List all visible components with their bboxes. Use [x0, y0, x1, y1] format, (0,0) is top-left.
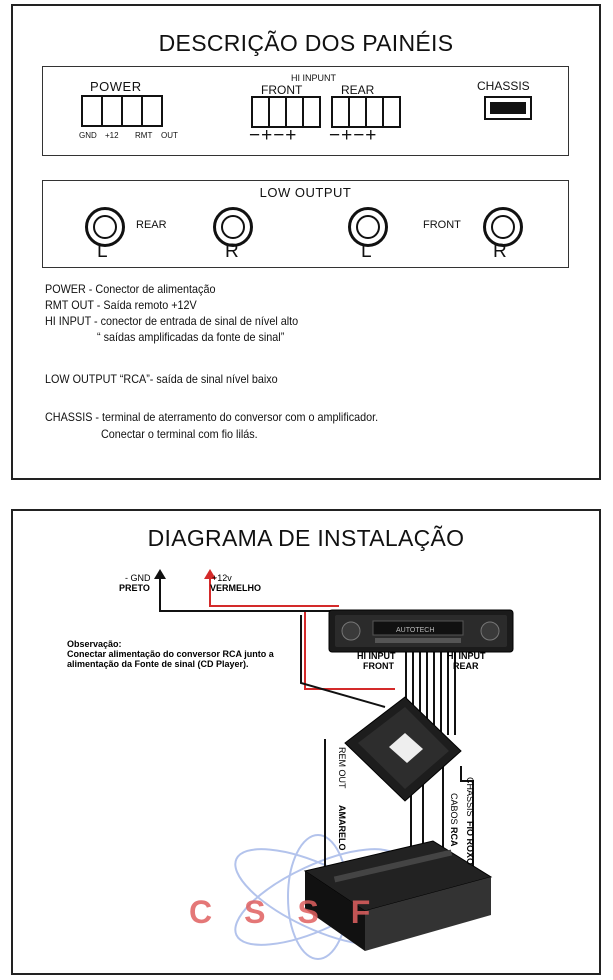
power-terminal-block — [81, 95, 163, 127]
desc-chassis-cont: Conectar o terminal com fio lilás. — [101, 427, 258, 441]
desc-low-output: LOW OUTPUT “RCA”- saída de sinal nível baixo — [45, 372, 278, 386]
desc-chassis: CHASSIS - terminal de aterramento do conversor com o amplificador. — [45, 410, 379, 424]
hi-input-rear-terminal — [331, 96, 401, 128]
watermark-text — [189, 894, 402, 930]
rca-front-left-channel: L — [361, 241, 372, 262]
chassis-wire-color: FIO ROXO — [465, 821, 475, 866]
installation-title: DIAGRAMA DE INSTALAÇÃO — [147, 525, 465, 551]
desc-hi-input: HI INPUT - conector de entrada de sinal de nível alto — [45, 314, 299, 328]
power-label: POWER — [90, 79, 142, 94]
gnd-color-label: PRETO — [119, 583, 150, 593]
v12-label: +12v — [212, 573, 232, 583]
power-pin-rmt: RMT — [135, 131, 153, 140]
panel-description-frame — [11, 4, 601, 480]
low-output-front-label: FRONT — [423, 219, 461, 231]
connector-panel-box — [42, 66, 569, 156]
rca-rear-right-channel: R — [225, 241, 239, 262]
low-output-label: LOW OUTPUT — [259, 185, 352, 200]
rem-out-label: REM OUT — [337, 747, 347, 789]
watermark-text-label: CSSF — [189, 894, 403, 930]
hi-input-rear-line1: HI INPUT — [447, 651, 486, 661]
note-line-2: alimentação da Fonte de sinal (CD Player). — [67, 659, 249, 669]
hi-input-rear-line2: REAR — [453, 661, 479, 671]
desc-rmt-out: RMT OUT - Saída remoto +12V — [45, 298, 197, 312]
gnd-label: - GND — [125, 573, 151, 583]
installation-diagram-svg — [13, 511, 599, 973]
rca-rear-left-channel: L — [97, 241, 108, 262]
chassis-terminal — [484, 96, 532, 120]
hi-input-front-terminal — [251, 96, 321, 128]
rem-out-color: AMARELO — [337, 805, 347, 851]
low-output-rear-label: REAR — [136, 219, 167, 231]
hi-input-front-line1: HI INPUT — [357, 651, 396, 661]
chassis-wire-label: CHASSIS — [465, 777, 475, 817]
chassis-label: CHASSIS — [477, 79, 530, 93]
panel-description-title: DESCRIÇÃO DOS PAINÉIS — [158, 30, 454, 56]
cabos-label: CABOS — [449, 793, 459, 825]
hi-input-rear-polarity: −+−+ — [329, 125, 378, 146]
head-unit — [329, 610, 513, 652]
hi-input-front-line2: FRONT — [363, 661, 394, 671]
hi-input-front-polarity: −+−+ — [249, 125, 298, 146]
desc-hi-input-cont: “ saídas amplificadas da fonte de sinal” — [97, 330, 285, 344]
cabos-type: RCA — [449, 827, 459, 847]
note-line-1: Conectar alimentação do conversor RCA junto a — [67, 649, 274, 659]
head-unit-brand: AUTOTECH — [396, 627, 435, 634]
power-pin-out: OUT — [161, 131, 178, 140]
installation-diagram-frame — [11, 509, 601, 975]
hi-input-rear-label: REAR — [341, 83, 375, 97]
note-title: Observação: — [67, 639, 122, 649]
power-pin-12v: +12 — [105, 131, 119, 140]
desc-power: POWER - Conector de alimentação — [45, 282, 216, 296]
v12-color-label: VERMELHO — [210, 583, 262, 593]
low-output-box — [42, 180, 569, 268]
gnd-arrow — [154, 569, 166, 593]
rca-front-right-channel: R — [493, 241, 507, 262]
hi-input-label: HI INPUNT — [291, 73, 336, 83]
power-pin-gnd: GND — [79, 131, 97, 140]
hi-input-front-label: FRONT — [261, 83, 303, 97]
